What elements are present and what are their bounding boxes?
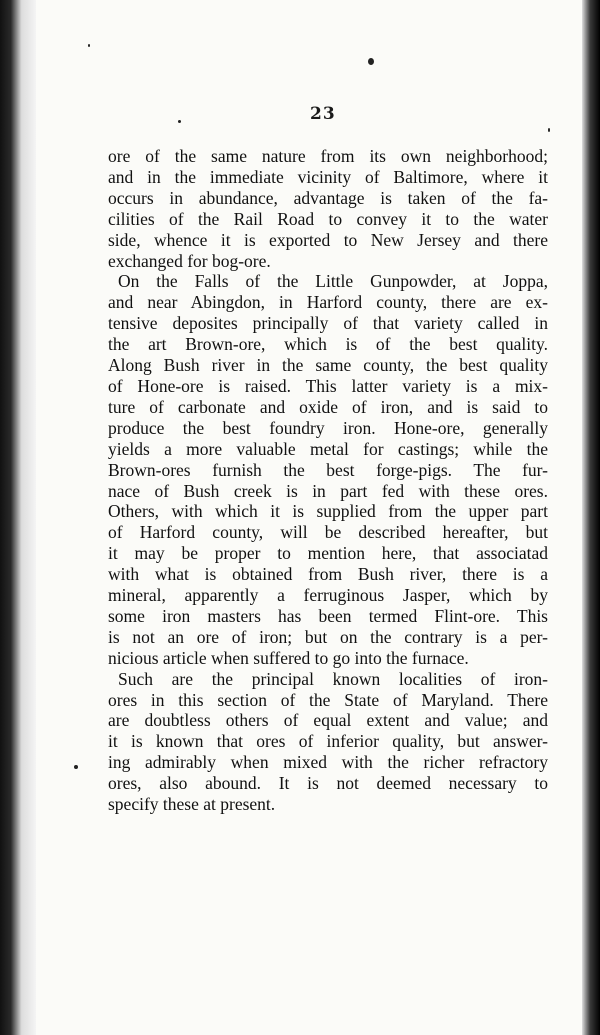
text-line: is not an ore of iron; but on the contrary is a per- [108, 626, 548, 647]
text-line: are doubtless others of equal extent and value; and [108, 710, 548, 731]
ink-speck [548, 128, 550, 132]
paragraph-3 [108, 669, 548, 815]
text-line: the art Brown-ore, which is of the best quality. [108, 334, 548, 355]
text-line: produce the best foundry iron. Hone-ore, generally [108, 417, 548, 438]
text-line: tensive deposites principally of that variety called in [108, 313, 548, 334]
text-line: with what is obtained from Bush river, there is a [108, 564, 548, 585]
text-line: yields a more valuable metal for castings; while the [108, 438, 548, 459]
text-line: specify these at present. [108, 794, 276, 815]
ink-speck [88, 44, 90, 47]
ink-speck [368, 58, 374, 65]
text-line: ing admirably when mixed with the richer refractory [108, 752, 548, 773]
text-line: ores, also abound. It is not deemed necessary to [108, 773, 548, 794]
ink-speck [178, 120, 181, 123]
book-gutter-shadow [0, 0, 36, 1035]
text-line: cilities of the Rail Road to convey it to the water [108, 208, 548, 229]
text-line: ture of carbonate and oxide of iron, and is said to [108, 396, 548, 417]
text-line: of Harford county, will be described hereafter, but [108, 522, 548, 543]
text-line: Along Bush river in the same county, the best quality [108, 355, 548, 376]
ink-speck [74, 765, 78, 769]
text-line: ore of the same nature from its own neighborhood; [108, 146, 548, 166]
body-text [108, 146, 548, 815]
text-line: mineral, apparently a ferruginous Jasper, which by [108, 585, 548, 606]
text-line: some iron masters has been termed Flint-ore. This [108, 605, 548, 626]
text-line: and near Abingdon, in Harford county, there are ex- [108, 292, 548, 313]
paragraph-1 [108, 146, 548, 271]
text-line: side, whence it is exported to New Jersey and there [108, 229, 548, 250]
text-line: Such are the principal known localities of iron- [118, 668, 548, 689]
text-line: Others, with which it is supplied from the upper part [108, 501, 548, 522]
text-line: of Hone-ore is raised. This latter variety is a mix- [108, 375, 548, 396]
text-line: it is known that ores of inferior quality, but answer- [108, 731, 548, 752]
text-line: ores in this section of the State of Maryland. There [108, 689, 548, 710]
text-line: nace of Bush creek is in part fed with these ores. [108, 480, 548, 501]
text-line: occurs in abundance, advantage is taken of the fa- [108, 187, 548, 208]
paragraph-2 [108, 271, 548, 668]
text-line: exchanged for bog-ore. [108, 250, 271, 271]
text-line: nicious article when suffered to go into the furnace. [108, 647, 469, 668]
text-line: On the Falls of the Little Gunpowder, at Joppa, [118, 271, 548, 292]
text-line: and in the immediate vicinity of Baltimore, where it [108, 166, 548, 187]
text-line: Brown-ores furnish the best forge-pigs. The fur- [108, 459, 548, 480]
page-edge-shadow [582, 0, 600, 1035]
text-line: it may be proper to mention here, that associatad [108, 543, 548, 564]
page-number: 23 [310, 104, 336, 124]
